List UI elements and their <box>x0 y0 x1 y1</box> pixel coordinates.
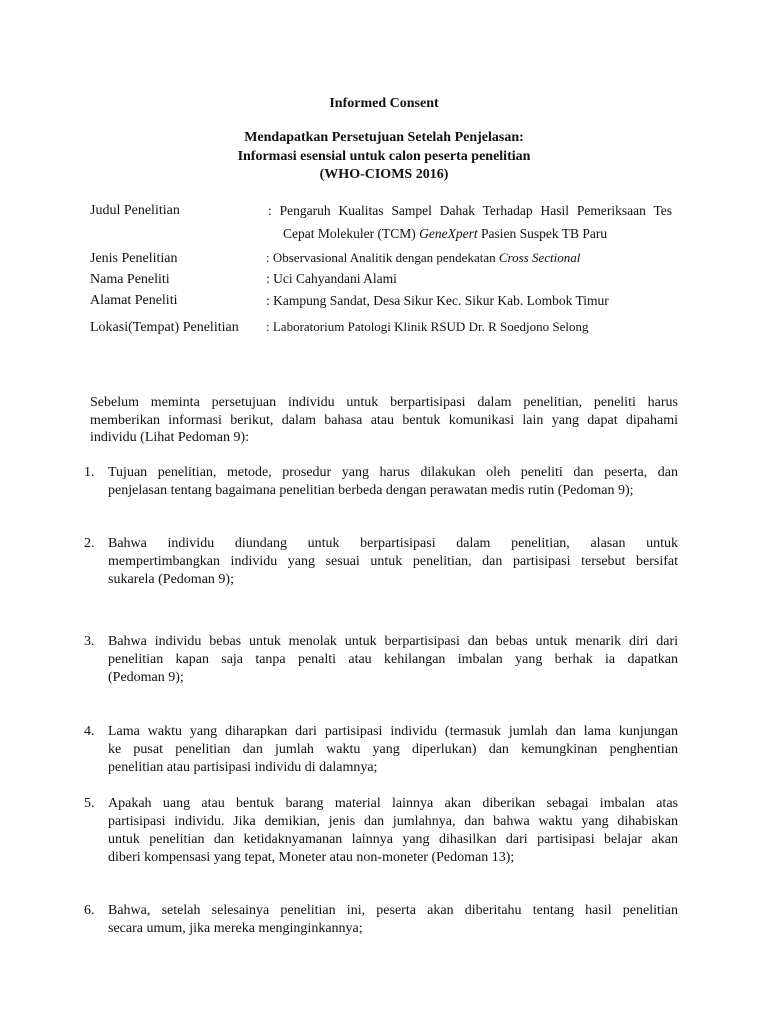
list-item-line: penelitian atau partisipasi individu di dalamnya; <box>108 760 378 775</box>
list-item <box>108 902 678 938</box>
alamat-label: Alamat Peneliti <box>90 293 178 308</box>
list-item-line: partisipasi individu. Jika demikian, jenis dan jumlahnya, dan bahwa waktu yang dihabiskan <box>108 814 678 829</box>
judul-label: Judul Penelitian <box>90 203 180 218</box>
list-item-line: sukarela (Pedoman 9); <box>108 572 234 587</box>
lokasi-label: Lokasi(Tempat) Penelitian <box>90 320 239 335</box>
nama-value: : Uci Cahyandani Alami <box>266 271 397 286</box>
list-item-line: Tujuan penelitian, metode, prosedur yang harus dilakukan oleh peneliti dan peserta, dan <box>108 465 678 480</box>
list-item-line: ke pusat penelitian dan jumlah waktu yang diperlukan) dan kemungkinan penghentian <box>108 742 678 757</box>
jenis-label: Jenis Penelitian <box>90 251 178 266</box>
list-item-line: diberi kompensasi yang tepat, Moneter atau non-moneter (Pedoman 13); <box>108 850 515 865</box>
list-item <box>108 535 678 589</box>
jenis-italic: Cross Sectional <box>498 250 581 265</box>
list-item-line: Bahwa individu bebas untuk menolak untuk berpartisipasi dan bebas untuk menarik diri dari <box>108 634 678 649</box>
lokasi-value: : Laboratorium Patologi Klinik RSUD Dr. R Soedjono Selong <box>266 319 589 334</box>
list-item-line: penjelasan tentang bagaimana penelitian berbeda dengan perawatan medis rutin (Pedoman 9); <box>108 483 634 498</box>
judul-value-line-1: : Pengaruh Kualitas Sampel Dahak Terhadap Hasil Pemeriksaan Tes <box>268 203 672 218</box>
list-item <box>108 795 678 867</box>
nama-label: Nama Peneliti <box>90 272 170 287</box>
list-item-line: Apakah uang atau bentuk barang material lainnya akan diberikan sebagai imbalan atas <box>108 796 678 811</box>
intro-line: memberikan informasi berikut, dalam bahasa atau bentuk komunikasi lain yang dapat dipahami <box>90 412 678 428</box>
list-item-line: untuk penelitian dan ketidaknyamanan lainnya yang dihasilkan dari partisipasi belajar akan <box>108 832 678 847</box>
list-number: 2. <box>84 536 95 551</box>
list-number: 6. <box>84 903 95 918</box>
judul-line2-text-a: Cepat Molekuler (TCM) <box>283 226 420 241</box>
alamat-value: : Kampung Sandat, Desa Sikur Kec. Sikur Kab. Lombok Timur <box>266 293 609 308</box>
list-number: 5. <box>84 796 95 811</box>
list-item-line: penelitian kapan saja tanpa penalti atau kehilangan imbalan yang berhak ia dapatkan <box>108 652 678 667</box>
list-item-line: mempertimbangkan individu yang sesuai untuk penelitian, dan partisipasi tersebut bersifat <box>108 554 678 569</box>
judul-line2-text-b: Pasien Suspek TB Paru <box>477 226 608 241</box>
jenis-value <box>266 249 580 266</box>
jenis-text: : Observasional Analitik dengan pendekatan <box>266 250 499 265</box>
list-item-line: secara umum, jika mereka menginginkannya; <box>108 921 363 936</box>
subtitle-line-2: Informasi esensial untuk calon peserta penelitian <box>237 149 531 164</box>
judul-value-line-2 <box>283 225 607 242</box>
list-number: 4. <box>84 724 95 739</box>
list-number: 3. <box>84 634 95 649</box>
list-item <box>108 633 678 687</box>
list-number: 1. <box>84 465 95 480</box>
intro-paragraph <box>90 394 678 447</box>
subtitle-line-1: Mendapatkan Persetujuan Setelah Penjelasan: <box>244 130 524 145</box>
subtitle-line-3: (WHO-CIOMS 2016) <box>319 167 449 182</box>
document-title: Informed Consent <box>329 96 439 111</box>
list-item-line: Bahwa, setelah selesainya penelitian ini, peserta akan diberitahu tentang hasil penelitian <box>108 903 678 918</box>
intro-line: individu (Lihat Pedoman 9): <box>90 430 250 445</box>
intro-line: Sebelum meminta persetujuan individu untuk berpartisipasi dalam penelitian, peneliti harus <box>90 395 678 410</box>
list-item <box>108 464 678 500</box>
judul-line2-italic: GeneXpert <box>419 226 478 241</box>
list-item-line: Bahwa individu diundang untuk berpartisipasi dalam penelitian, alasan untuk <box>108 536 678 551</box>
list-item <box>108 723 678 777</box>
list-item-line: Lama waktu yang diharapkan dari partisipasi individu (termasuk jumlah dan lama kunjungan <box>108 724 678 739</box>
list-item-line: (Pedoman 9); <box>108 670 184 685</box>
